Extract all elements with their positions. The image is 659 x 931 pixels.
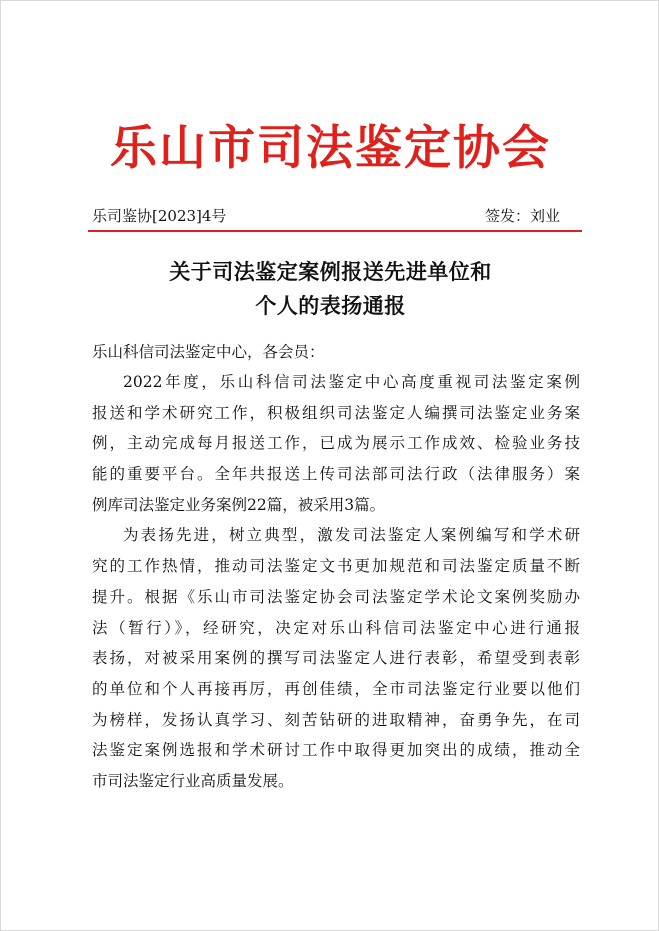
- paragraph-2-line: 究的工作热情，推动司法鉴定文书更加规范和司法鉴定质量不断: [92, 557, 580, 576]
- paragraph-2-line: 法鉴定案例选报和学术研讨工作中取得更加突出的成绩，推动全: [92, 741, 580, 760]
- document-number: 乐司鉴协[2023]4号: [92, 207, 227, 225]
- salutation: 乐山科信司法鉴定中心，各会员：: [92, 343, 325, 361]
- paragraph-1-line: 例库司法鉴定业务案例22篇，被采用3篇。: [92, 495, 386, 514]
- notice-title-line-2: 个人的表扬通报: [255, 293, 406, 318]
- paragraph-1-line: 能的重要平台。全年共报送上传司法部司法行政（法律服务）案: [92, 465, 580, 484]
- paragraph-1-line: 报送和学术研究工作，积极组织司法鉴定人编撰司法鉴定业务案: [92, 403, 580, 422]
- paragraph-2-line: 为榜样，发扬认真学习、刻苦钻研的进取精神，奋勇争先，在司: [92, 710, 580, 729]
- notice-title: [1, 255, 659, 323]
- paragraph-2-line: 表扬，对被采用案例的撰写司法鉴定人进行表彰，希望受到表彰: [92, 649, 580, 668]
- paragraph-2-line: 的单位和个人再接再厉，再创佳绩，全市司法鉴定行业要以他们: [92, 679, 580, 698]
- notice-body: [92, 367, 580, 797]
- paragraph-1-line: 2022年度，乐山科信司法鉴定中心高度重视司法鉴定案例: [123, 373, 580, 391]
- notice-title-line-1: 关于司法鉴定案例报送先进单位和: [169, 259, 492, 284]
- paragraph-2-line: 为表扬先进，树立典型，激发司法鉴定人案例编写和学术研: [123, 526, 580, 545]
- paragraph-2-line: 法（暂行）》，经研究，决定对乐山科信司法鉴定中心进行通报: [92, 618, 580, 637]
- organization-title: 乐山市司法鉴定协会: [110, 121, 551, 176]
- red-header-rule: [88, 230, 582, 232]
- paragraph-2-line: 提升。根据《乐山市司法鉴定协会司法鉴定学术论文案例奖励办: [92, 587, 580, 606]
- signer-label: 签发：刘业: [484, 207, 560, 225]
- paragraph-1-line: 例，主动完成每月报送工作，已成为展示工作成效、检验业务技: [92, 434, 580, 453]
- paragraph-2-line: 市司法鉴定行业高质量发展。: [92, 771, 294, 790]
